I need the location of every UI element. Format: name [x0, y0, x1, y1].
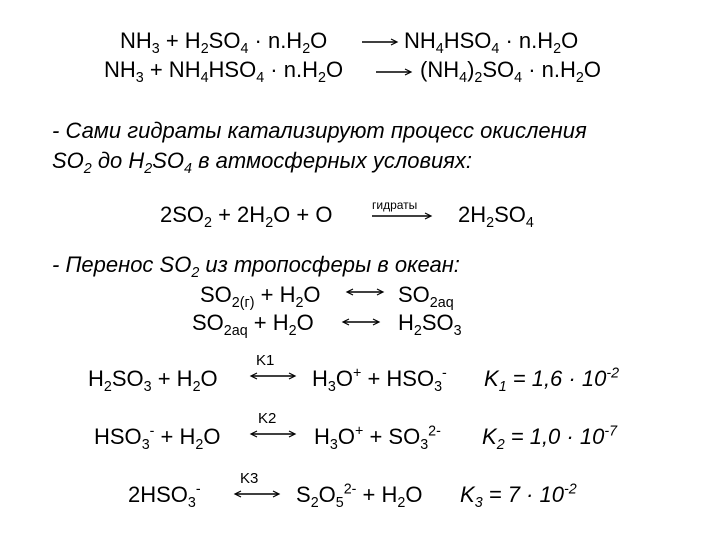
equilibrium-1-left: $H_2SO_3 + H_2O$: [88, 366, 218, 395]
reaction-2-right: $(NH_4)_2SO_4 \cdot n.H_2O$: [420, 57, 601, 86]
forward-arrow-icon: [370, 214, 440, 224]
note-catalysis-line-1: - Сами гидраты катализируют процесс окисления: [52, 118, 587, 143]
reaction-2-left: $NH_3 + NH_4HSO_4 \cdot n.H_2O$: [104, 57, 344, 86]
transfer-2-right: $H_2SO_3$: [398, 310, 462, 339]
equilibrium-arrow-icon: [234, 492, 284, 502]
reaction-3-left: $2SO_2 + 2H_2O + O$: [160, 202, 333, 231]
equilibrium-1-right: $H_3O^+ + HSO_3^-$: [312, 365, 447, 395]
equilibrium-arrow-icon: [250, 374, 300, 384]
equilibrium-2-label: K2: [258, 410, 277, 427]
equilibrium-3-right: $S_2O_5^{2-} + H_2O$: [296, 481, 423, 511]
equilibrium-1-constant: $K_1 = 1,6 \cdot 10^{-2}$: [484, 365, 620, 395]
equilibrium-3-left: $2HSO_3^-$: [128, 481, 201, 511]
reaction-3-right: $2H_2SO_4$: [458, 202, 534, 231]
transfer-2-left: $SO_{2aq} + H_2O$: [192, 310, 314, 339]
equilibrium-2-left: $HSO_3^- + H_2O$: [94, 423, 221, 453]
forward-arrow-icon: [374, 70, 414, 80]
equilibrium-1-label: K1: [256, 352, 275, 369]
reaction-1-right: $NH_4HSO_4 \cdot n.H_2O$: [404, 28, 579, 57]
transfer-1-left: $SO_{2(г)} + H_2O$: [200, 282, 321, 311]
equilibrium-3-label: K3: [240, 470, 259, 487]
equilibrium-arrow-icon: [346, 290, 386, 300]
reaction-3-arrow-label: гидраты: [372, 198, 418, 212]
forward-arrow-icon: [360, 40, 400, 50]
equilibrium-3-constant: $K_3 = 7 \cdot 10^{-2}$: [460, 481, 577, 511]
note-transfer: - Перенос $SO_2$ из тропосферы в океан:: [52, 252, 460, 281]
transfer-1-right: $SO_{2aq}$: [398, 282, 454, 311]
equilibrium-arrow-icon: [250, 432, 300, 442]
equilibrium-2-right: $H_3O^+ + SO_3^{2-}$: [314, 423, 441, 453]
note-catalysis-line-2: $SO_2$ до $H_2SO_4$ в атмосферных условиях:: [52, 148, 473, 177]
equilibrium-arrow-icon: [342, 320, 382, 330]
equilibrium-2-constant: $K_2 = 1,0 \cdot 10^{-7}$: [482, 423, 618, 453]
reaction-1-left: $NH_3 + H_2SO_4 \cdot n.H_2O$: [120, 28, 328, 57]
